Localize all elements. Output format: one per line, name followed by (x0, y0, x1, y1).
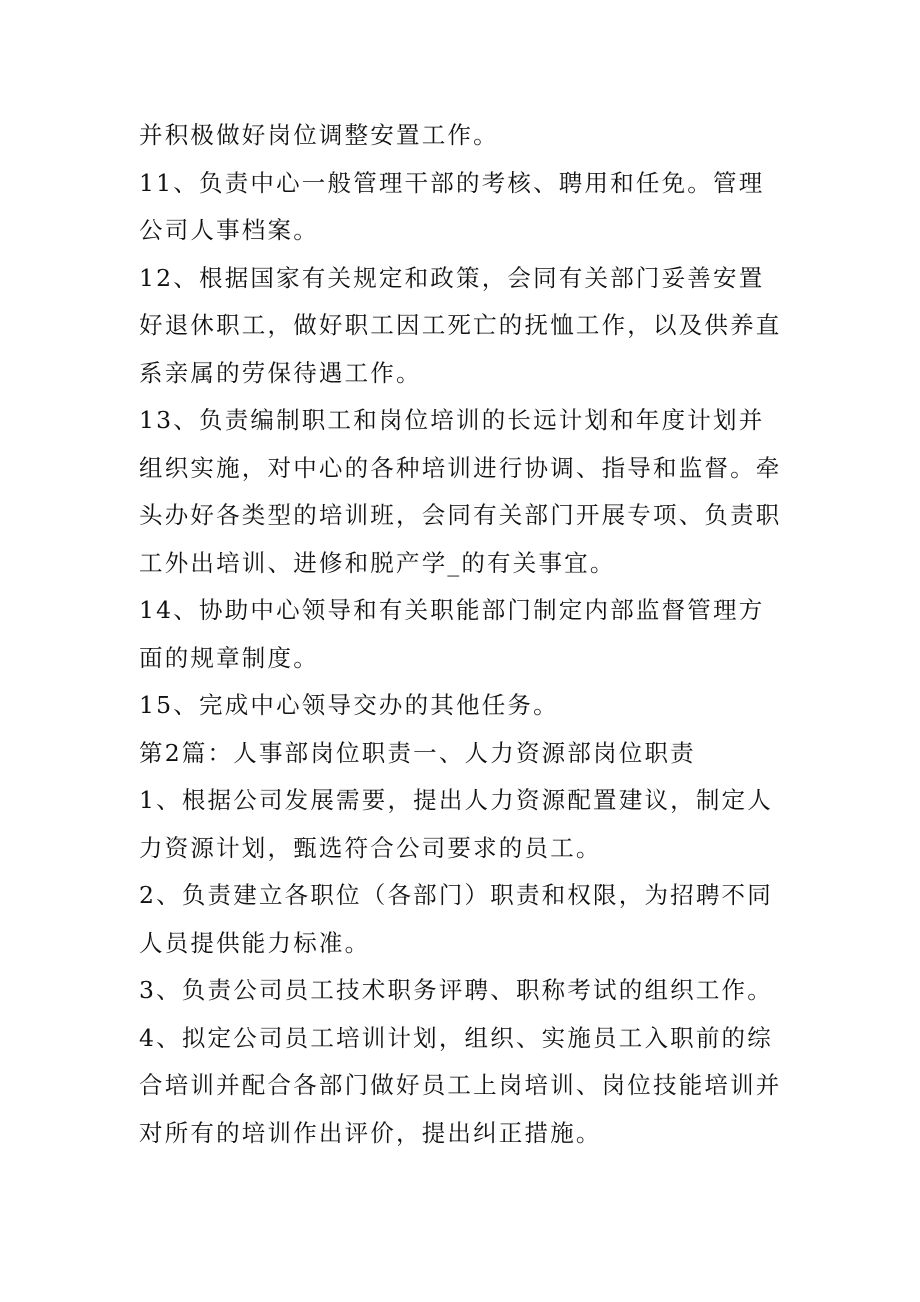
paragraph-item-14: 14、协助中心领导和有关职能部门制定内部监督管理方面的规章制度。 (139, 596, 765, 672)
paragraph-item-12: 12、根据国家有关规定和政策，会同有关部门妥善安置好退休职工，做好职工因工死亡的抚恤工作，以及供养直系亲属的劳保待遇工作。 (139, 263, 782, 387)
document-page (139, 112, 789, 1157)
paragraph-item-1: 1、根据公司发展需要，提出人力资源配置建议，制定人力资源计划，甄选符合公司要求的员工。 (139, 786, 773, 862)
paragraph-item-3: 3、负责公司员工技术职务评聘、职称考试的组织工作。 (139, 976, 773, 1004)
paragraph-item-11: 11、负责中心一般管理干部的考核、聘用和任免。管理公司人事档案。 (139, 168, 765, 244)
paragraph-continuation: 并积极做好岗位调整安置工作。 (139, 121, 499, 149)
paragraph-item-4: 4、拟定公司员工培训计划，组织、实施员工入职前的综合培训并配合各部门做好员工上岗培训、岗位技能培训并对所有的培训作出评价，提出纠正措施。 (139, 1023, 782, 1147)
paragraph-item-2: 2、负责建立各职位（各部门）职责和权限，为招聘不同人员提供能力标准。 (139, 881, 773, 957)
paragraph-item-15: 15、完成中心领导交办的其他任务。 (139, 691, 559, 719)
paragraph-item-13: 13、负责编制职工和岗位培训的长远计划和年度计划并组织实施，对中心的各种培训进行协调、指导和监督。牵头办好各类型的培训班，会同有关部门开展专项、负责职工外出培训、进修和脱产学_的有关事宜。 (139, 406, 782, 577)
section-heading: 第2篇：人事部岗位职责一、人力资源部岗位职责 (139, 738, 696, 767)
